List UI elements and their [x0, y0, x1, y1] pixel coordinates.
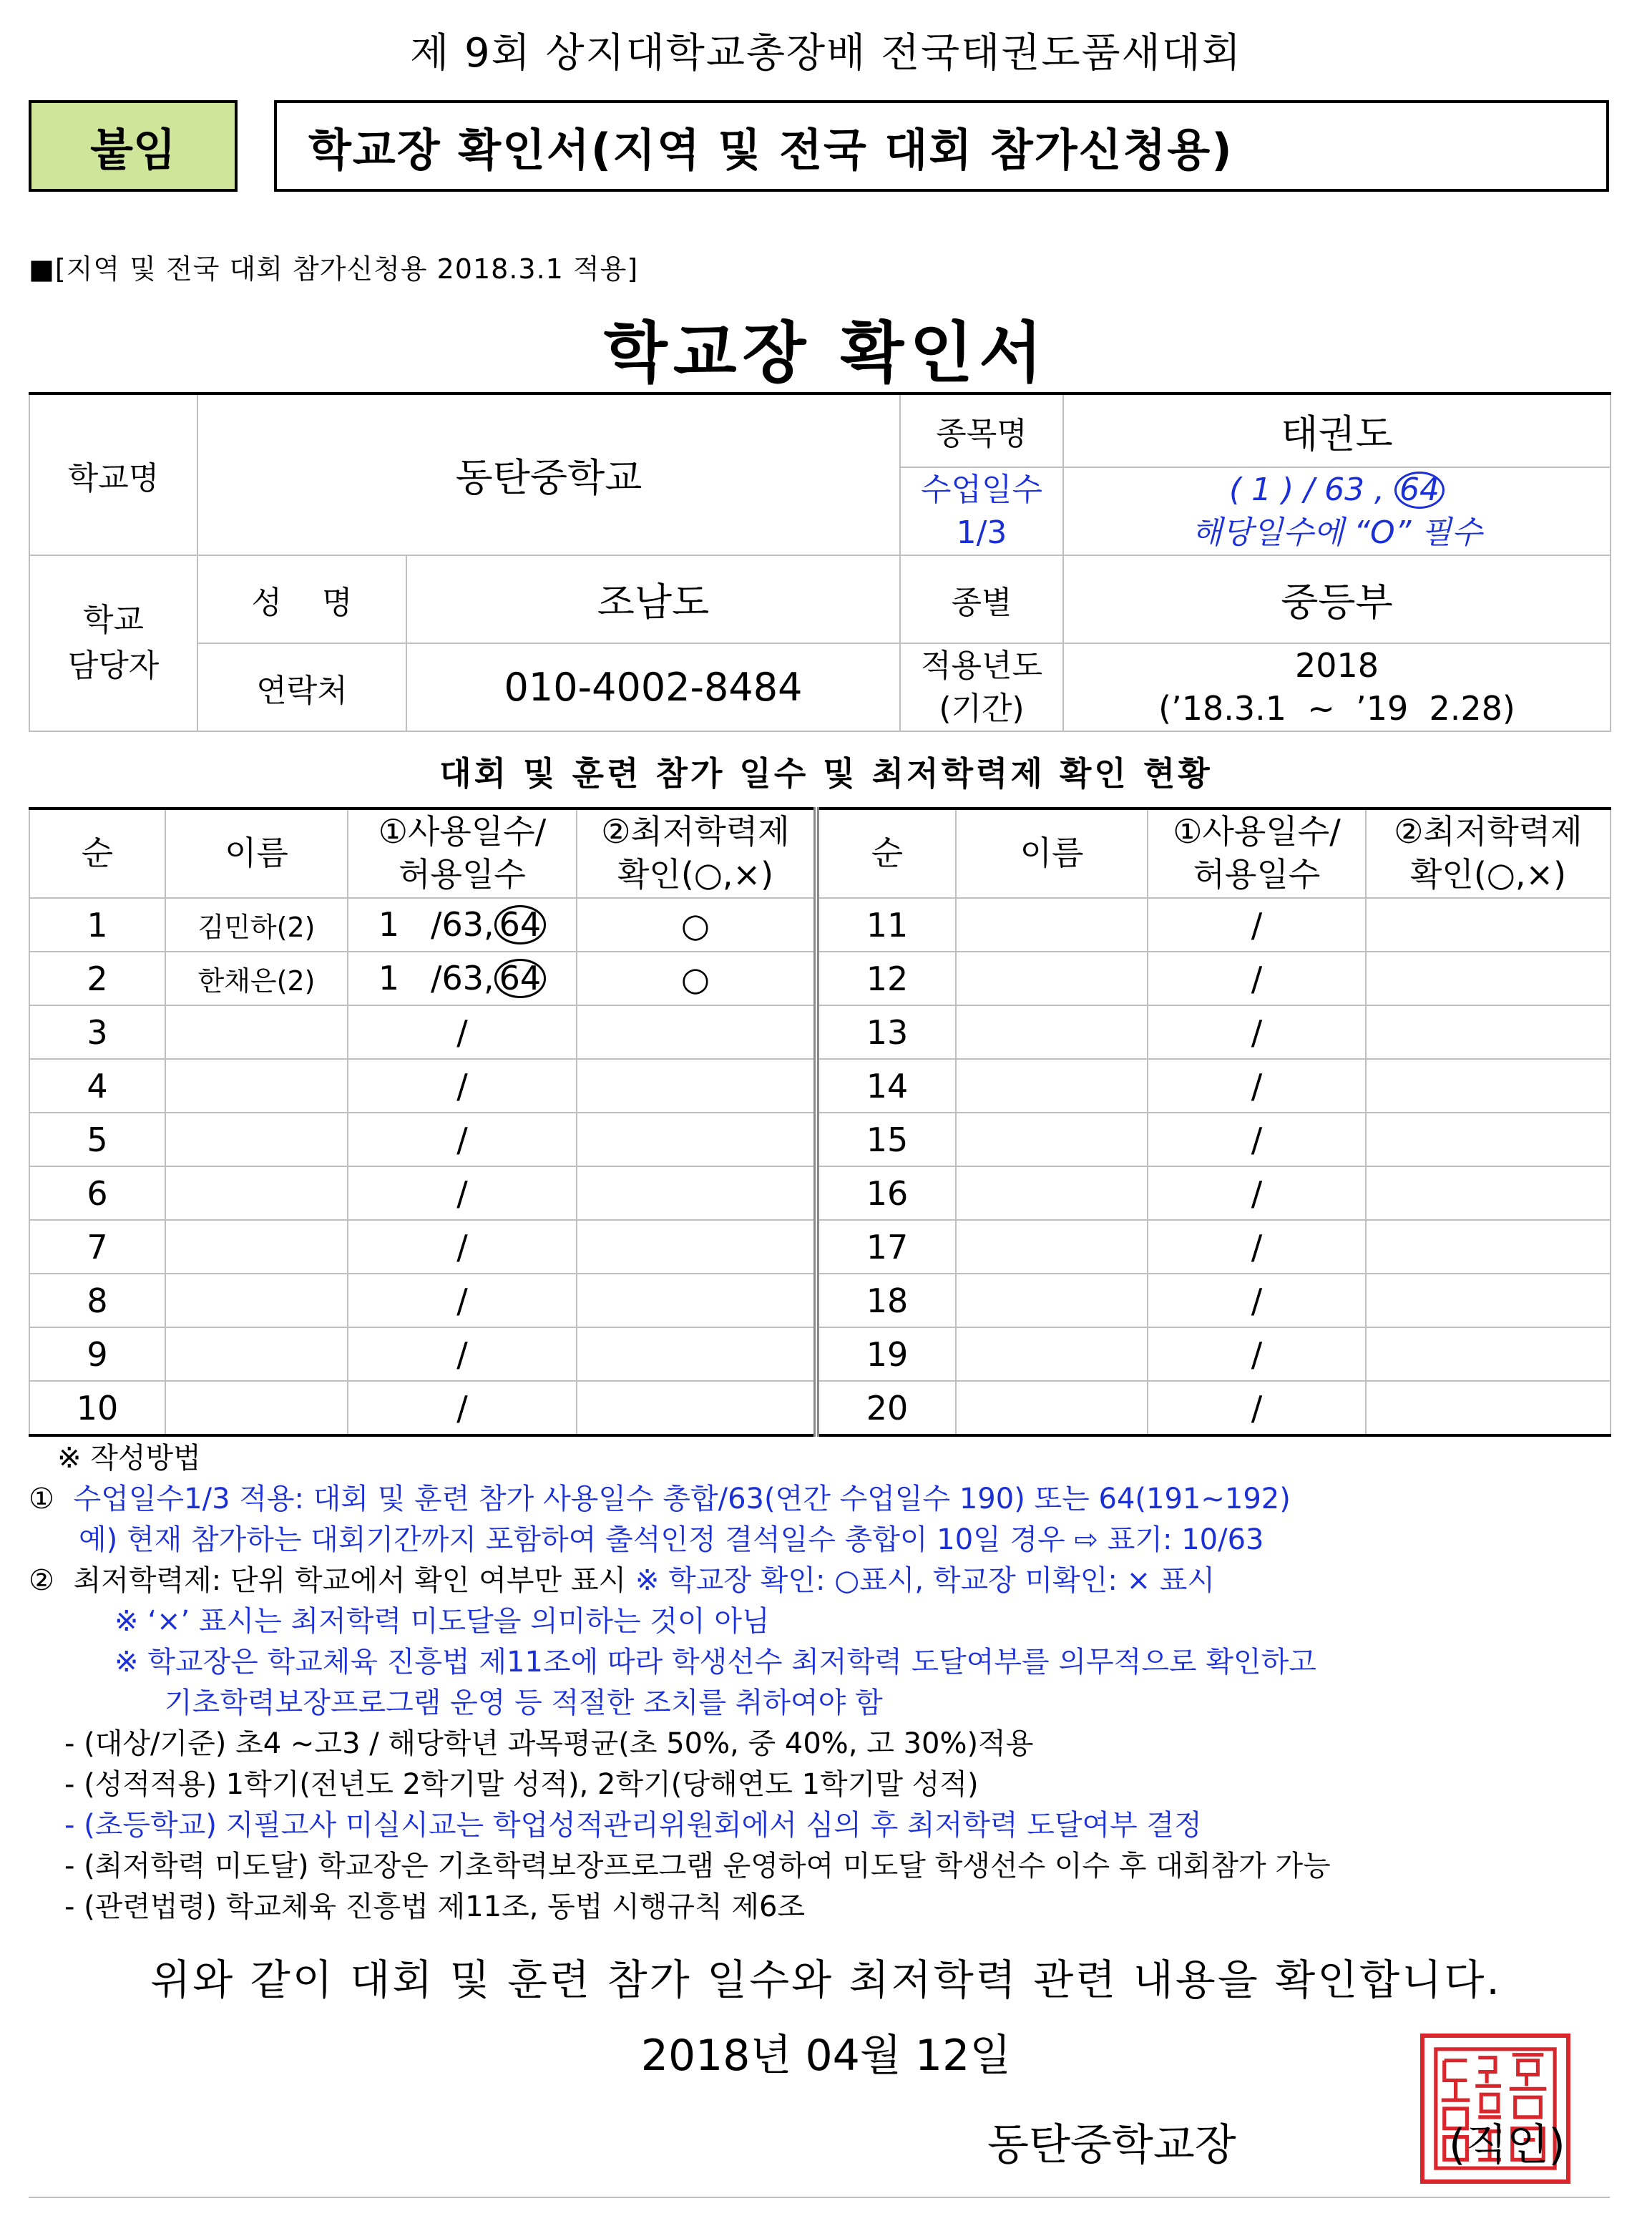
student-name: 김민하(2) — [165, 898, 348, 952]
note-dash-grades: - (성적적용) 1학기(전년도 2학기말 성적), 2학기(당해연도 1학기말 성적) — [64, 1768, 979, 1801]
row-number: 6 — [29, 1166, 165, 1220]
student-name — [956, 1220, 1148, 1274]
row-number: 3 — [29, 1005, 165, 1059]
col-days-header-2 — [1148, 809, 1366, 898]
col-check-header-2-line1: ②최저학력제 — [1394, 812, 1583, 851]
days-used-allowed: / — [1148, 1005, 1366, 1059]
days-used-allowed: / — [1148, 1381, 1366, 1435]
note-dash-elementary: - (초등학교) 지필고사 미실시교는 학업성적관리위원회에서 심의 후 최저학력 도달여부 결정 — [64, 1809, 1202, 1842]
days-used-allowed: / — [1148, 1220, 1366, 1274]
status-header-row — [29, 809, 1611, 898]
note-principal-duty-line1: ※ 학교장은 학교체육 진흥법 제11조에 따라 학생선수 최저학력 도달여부를 의무적으로 확인하고 — [114, 1646, 1316, 1679]
days-used-allowed: / — [1148, 1166, 1366, 1220]
class-days-label-line2: 1/3 — [956, 514, 1007, 551]
student-name — [165, 1381, 348, 1435]
student-name — [165, 1166, 348, 1220]
col-days-header — [348, 809, 577, 898]
days-used-allowed: / — [348, 1005, 577, 1059]
sport-value: 태권도 — [1063, 394, 1611, 467]
official-seal-mark: (직인) — [1449, 2120, 1565, 2170]
minimum-grade-check — [1366, 952, 1611, 1005]
row-number: 14 — [816, 1059, 956, 1113]
minimum-grade-check — [1366, 1005, 1611, 1059]
minimum-grade-check — [577, 1327, 816, 1381]
status-row — [29, 1327, 1611, 1381]
col-no-header: 순 — [29, 809, 165, 898]
student-name — [956, 1381, 1148, 1435]
row-number: 15 — [816, 1113, 956, 1166]
student-name — [956, 1005, 1148, 1059]
row-number: 18 — [816, 1274, 956, 1327]
minimum-grade-check — [1366, 1113, 1611, 1166]
col-check-header-2-line2: 확인(○,×) — [1409, 855, 1567, 894]
row-number: 16 — [816, 1166, 956, 1220]
days-used-allowed: / — [348, 1113, 577, 1166]
notes-heading: ※ 작성방법 — [57, 1442, 201, 1475]
col-check-header-line2: 확인(○,×) — [617, 855, 774, 894]
row-number: 13 — [816, 1005, 956, 1059]
year-label-line2: (기간) — [939, 690, 1025, 727]
minimum-grade-check — [1366, 1059, 1611, 1113]
row-number: 7 — [29, 1220, 165, 1274]
status-row — [29, 1166, 1611, 1220]
student-name — [956, 1274, 1148, 1327]
event-title: 제 9회 상지대학교총장배 전국태권도품새대회 — [410, 30, 1242, 77]
student-name — [956, 898, 1148, 952]
days-used-allowed: / — [1148, 1274, 1366, 1327]
days-used-allowed — [348, 898, 577, 952]
student-name — [165, 1059, 348, 1113]
status-row — [29, 1274, 1611, 1327]
staff-label — [29, 555, 197, 731]
student-name — [956, 1166, 1148, 1220]
minimum-grade-check — [577, 1166, 816, 1220]
row-number: 12 — [816, 952, 956, 1005]
note-item-2-mark: ② — [29, 1564, 54, 1597]
student-name — [165, 1327, 348, 1381]
attachment-badge: 붙임 — [29, 100, 238, 192]
minimum-grade-check — [577, 1381, 816, 1435]
row-number: 5 — [29, 1113, 165, 1166]
student-name — [165, 1005, 348, 1059]
principal-title: 동탄중학교장 — [987, 2120, 1236, 2170]
note-principal-duty-line2: 기초학력보장프로그램 운영 등 적절한 조치를 취하여야 함 — [165, 1686, 883, 1719]
status-row — [29, 1059, 1611, 1113]
col-days-header-line1: ①사용일수/ — [378, 812, 547, 851]
class-days-ratio: ( 1 ) / 63 , 64 — [1064, 469, 1610, 511]
student-name — [956, 1113, 1148, 1166]
minimum-grade-check: ○ — [577, 898, 816, 952]
col-no-header-2: 순 — [816, 809, 956, 898]
status-row — [29, 1005, 1611, 1059]
days-used-allowed: / — [348, 1220, 577, 1274]
note-minimum-not-failure: ※ ‘×’ 표시는 최저학력 미도달을 의미하는 것이 아님 — [114, 1605, 770, 1638]
allowed-days-circled: 64 — [494, 959, 547, 997]
minimum-grade-check — [577, 1274, 816, 1327]
status-row — [29, 898, 1611, 952]
class-days-label — [900, 467, 1063, 555]
note-item-2-highlight: ※ 학교장 확인: ○표시, 학교장 미확인: × 표시 — [635, 1564, 1216, 1597]
class-days-note: 해당일수에 “O” 필수 — [1191, 514, 1482, 551]
note-dash-not-reached: - (최저학력 미도달) 학교장은 기초학력보장프로그램 운영하여 미도달 학생선수 이수 후 대회참가 가능 — [64, 1850, 1331, 1883]
student-name — [956, 952, 1148, 1005]
staff-name-label: 성 명 — [197, 555, 406, 643]
days-used-allowed: / — [1148, 952, 1366, 1005]
student-name: 한채은(2) — [165, 952, 348, 1005]
days-used-allowed: / — [1148, 1059, 1366, 1113]
status-row — [29, 1381, 1611, 1435]
col-days-header-2-line2: 허용일수 — [1193, 855, 1321, 894]
col-days-header-line2: 허용일수 — [399, 855, 526, 894]
contact-value: 010-4002-8484 — [406, 643, 900, 731]
issue-date: 2018년 04월 12일 — [640, 2031, 1012, 2081]
allowed-days-circled: 64 — [494, 905, 547, 944]
row-number: 20 — [816, 1381, 956, 1435]
minimum-grade-check — [577, 1005, 816, 1059]
closing-statement: 위와 같이 대회 및 훈련 참가 일수와 최저학력 관련 내용을 확인합니다. — [150, 1956, 1502, 2004]
student-name — [165, 1220, 348, 1274]
status-heading: 대회 및 훈련 참가 일수 및 최저학력제 확인 현황 — [439, 754, 1213, 793]
staff-name-value: 조남도 — [406, 555, 900, 643]
document-title: 학교장 확인서 — [603, 315, 1049, 391]
class-days-value — [1063, 467, 1611, 555]
row-number: 11 — [816, 898, 956, 952]
class-days-label-line1: 수업일수 — [921, 472, 1043, 509]
staff-label-line2: 담당자 — [67, 648, 160, 684]
form-banner: 학교장 확인서(지역 및 전국 대회 참가신청용) — [274, 100, 1609, 192]
division-value: 중등부 — [1063, 555, 1611, 643]
col-name-header-2: 이름 — [956, 809, 1148, 898]
school-name-label: 학교명 — [29, 394, 197, 555]
sport-label: 종목명 — [900, 394, 1063, 467]
row-number: 19 — [816, 1327, 956, 1381]
contact-label: 연락처 — [197, 643, 406, 731]
row-number: 4 — [29, 1059, 165, 1113]
writing-instructions — [29, 1438, 1617, 1928]
minimum-grade-check — [577, 1220, 816, 1274]
row-number: 10 — [29, 1381, 165, 1435]
note-dash-target: - (대상/기준) 초4 ~고3 / 해당학년 과목평균(초 50%, 중 40%, 고 30%)적용 — [64, 1727, 1034, 1760]
note-item-1 — [29, 1479, 1617, 1520]
year-number: 2018 — [1294, 645, 1379, 685]
row-number: 2 — [29, 952, 165, 1005]
class-days-circled: 64 — [1394, 472, 1445, 509]
bottom-divider — [29, 2197, 1610, 2198]
col-name-header: 이름 — [165, 809, 348, 898]
student-name — [165, 1113, 348, 1166]
days-used-allowed: / — [1148, 898, 1366, 952]
minimum-grade-check — [1366, 1220, 1611, 1274]
school-name-value: 동탄중학교 — [197, 394, 900, 555]
note-item-1-mark: ① — [29, 1483, 54, 1515]
minimum-grade-check — [577, 1113, 816, 1166]
days-used-allowed: / — [348, 1381, 577, 1435]
note-dash-law: - (관련법령) 학교체육 진흥법 제11조, 동법 시행규칙 제6조 — [64, 1890, 806, 1923]
note-item-2 — [29, 1561, 1617, 1601]
row-number: 8 — [29, 1274, 165, 1327]
student-name — [956, 1059, 1148, 1113]
days-used-allowed: / — [1148, 1327, 1366, 1381]
school-info-table — [29, 392, 1611, 732]
participation-status-table — [29, 807, 1611, 1437]
row-number: 1 — [29, 898, 165, 952]
minimum-grade-check — [1366, 898, 1611, 952]
status-row — [29, 952, 1611, 1005]
days-used-allowed: / — [1148, 1113, 1366, 1166]
minimum-grade-check — [577, 1059, 816, 1113]
col-check-header-line1: ②최저학력제 — [601, 812, 790, 851]
minimum-grade-check — [1366, 1327, 1611, 1381]
days-used-value: 1 /63, — [378, 905, 494, 944]
col-check-header — [577, 809, 816, 898]
days-used-allowed: / — [348, 1059, 577, 1113]
days-used-allowed — [348, 952, 577, 1005]
minimum-grade-check — [1366, 1381, 1611, 1435]
year-period: (’18.3.1 ~ ’19 2.28) — [1158, 688, 1515, 728]
year-value — [1063, 643, 1611, 731]
status-row — [29, 1113, 1611, 1166]
col-check-header-2 — [1366, 809, 1611, 898]
days-used-allowed: / — [348, 1166, 577, 1220]
division-label: 종별 — [900, 555, 1063, 643]
minimum-grade-check: ○ — [577, 952, 816, 1005]
days-used-allowed: / — [348, 1327, 577, 1381]
student-name — [956, 1327, 1148, 1381]
days-used-value: 1 /63, — [378, 959, 494, 998]
row-number: 9 — [29, 1327, 165, 1381]
col-days-header-2-line1: ①사용일수/ — [1173, 812, 1341, 851]
student-name — [165, 1274, 348, 1327]
form-note: ■[지역 및 전국 대회 참가신청용 2018.3.1 적용] — [29, 253, 639, 285]
days-used-allowed: / — [348, 1274, 577, 1327]
row-number: 17 — [816, 1220, 956, 1274]
status-row — [29, 1220, 1611, 1274]
note-item-1-line1: 수업일수1/3 적용: 대회 및 훈련 참가 사용일수 총합/63(연간 수업일수 190) 또는 64(191~192) — [73, 1483, 1291, 1515]
year-label — [900, 643, 1063, 731]
note-item-1-line2: 예) 현재 참가하는 대회기간까지 포함하여 출석인정 결석일수 총합이 10일 경우 ⇨ 표기: 10/63 — [79, 1523, 1264, 1556]
year-label-line1: 적용년도 — [921, 648, 1043, 685]
staff-label-line1: 학교 — [82, 602, 144, 639]
minimum-grade-check — [1366, 1166, 1611, 1220]
note-item-2-text: 최저학력제: 단위 학교에서 확인 여부만 표시 — [73, 1564, 635, 1597]
minimum-grade-check — [1366, 1274, 1611, 1327]
